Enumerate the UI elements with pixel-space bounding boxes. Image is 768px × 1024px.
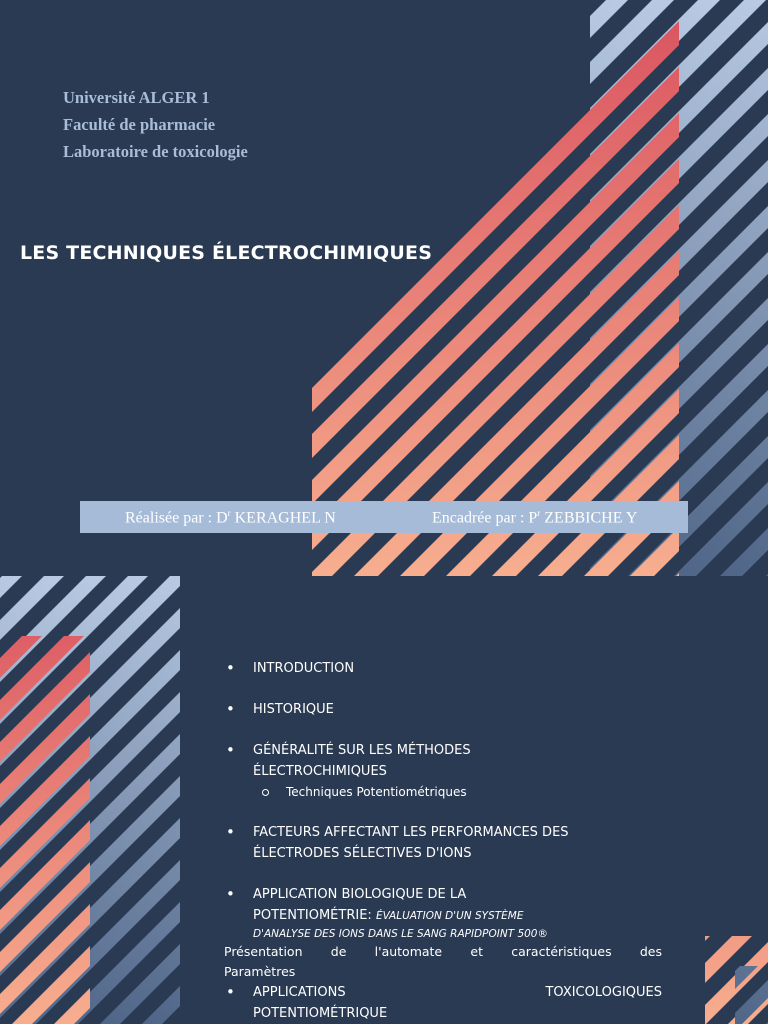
toc-presentation-line2: Paramètres xyxy=(224,964,296,979)
toc-item-toxicological-applications xyxy=(224,982,662,1024)
institution-block xyxy=(63,84,248,165)
university-name: Université ALGER 1 xyxy=(63,88,210,107)
toc-factors-line1: • FACTEURS AFFECTANT LES PERFORMANCES DES xyxy=(253,825,569,840)
presented-by-prefix: Réalisée par : D xyxy=(125,509,228,527)
presented-by-name: KERAGHEL N xyxy=(230,509,336,527)
credits-banner xyxy=(80,501,688,533)
toc-application-line2-italic: ÉVALUATION D'UN SYSTÈME xyxy=(375,910,524,922)
toc-toxicology-line2: POTENTIOMÉTRIQUE xyxy=(253,1006,388,1021)
toc-toxicology-line1: • APPLICATIONS TOXICOLOGIQUES xyxy=(253,985,662,1000)
presentation-title: LES TECHNIQUES ÉLECTROCHIMIQUES xyxy=(20,242,433,264)
toc-item-factors xyxy=(224,822,662,864)
toc-application-line1: • APPLICATION BIOLOGIQUE DE LA xyxy=(253,887,467,902)
toc-item-history: • HISTORIQUE xyxy=(224,699,662,720)
supervised-by-title-sup: r xyxy=(537,508,541,518)
outline-slide xyxy=(0,576,768,1024)
supervised-by xyxy=(432,508,637,527)
supervised-by-name: ZEBBICHE Y xyxy=(540,509,638,527)
toc-application-line3: D'ANALYSE DES IONS DANS LE SANG RAPIDPOINT 500® xyxy=(253,928,548,940)
toc-subitem-potentiometric: Techniques Potentiométriques xyxy=(224,782,662,802)
toc-application-line2-text: POTENTIOMÉTRIE: xyxy=(253,908,376,923)
toc-item-biological-application xyxy=(224,884,662,942)
toc-application-line2 xyxy=(253,905,662,927)
warm-stripe-2r-1 xyxy=(644,576,768,1024)
laboratory-name: Laboratoire de toxicologie xyxy=(63,142,248,161)
presented-by xyxy=(125,508,336,527)
table-of-contents xyxy=(224,658,662,1024)
toc-factors-line2: ÉLECTRODES SÉLECTIVES D'IONS xyxy=(253,846,472,861)
supervised-by-prefix: Encadrée par : P xyxy=(432,509,538,527)
toc-generalities-line2: ÉLECTROCHIMIQUES xyxy=(253,764,387,779)
toc-item-generalities xyxy=(224,740,662,782)
toc-generalities-line1: • GÉNÉRALITÉ SUR LES MÉTHODES xyxy=(253,743,471,758)
presented-by-title-sup: r xyxy=(227,508,231,518)
faculty-name: Faculté de pharmacie xyxy=(63,115,216,134)
toc-item-introduction: • INTRODUCTION xyxy=(224,658,662,679)
toc-presentation-line1: Présentation de l'automate et caractéristiques des xyxy=(224,944,662,959)
